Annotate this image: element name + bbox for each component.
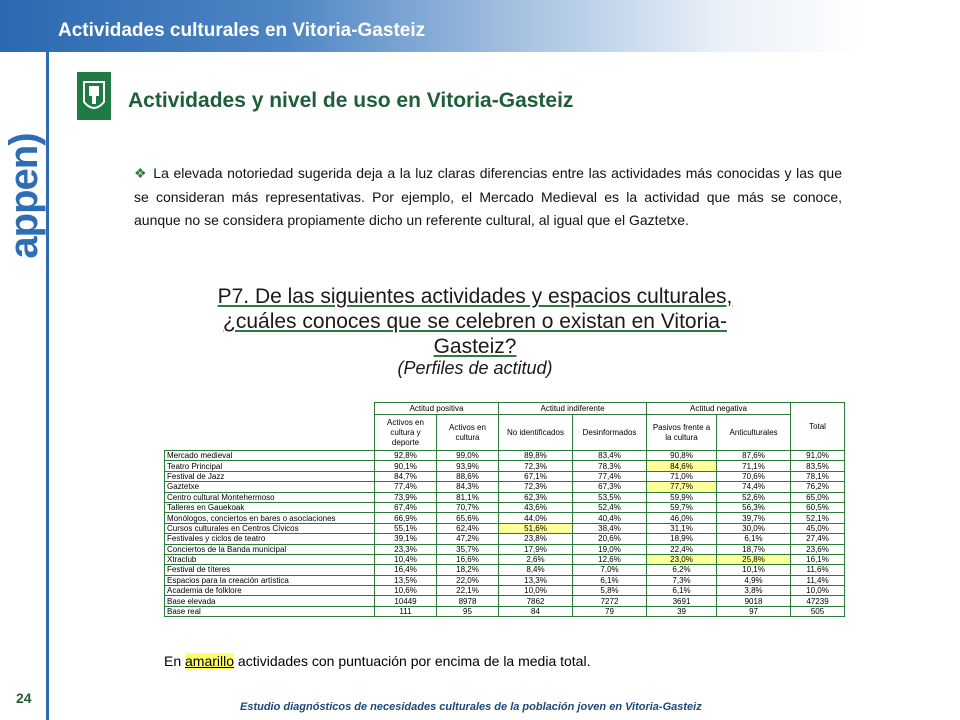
- table-row: [165, 502, 845, 512]
- table-corner-2: [165, 415, 375, 451]
- question-subtitle: (Perfiles de actitud): [397, 358, 553, 378]
- row-label: Conciertos de la Banda municipal: [165, 544, 375, 554]
- table-cell: 22,0%: [437, 575, 499, 585]
- column-header: Anticulturales: [717, 415, 791, 451]
- row-label: Cursos culturales en Centros Cívicos: [165, 523, 375, 533]
- row-label: Base elevada: [165, 596, 375, 606]
- table-cell: 92,8%: [375, 451, 437, 461]
- table-cell: 44,0%: [499, 513, 573, 523]
- table-cell: 52,1%: [791, 513, 845, 523]
- table-cell: 11,6%: [791, 565, 845, 575]
- table-cell: 6,2%: [647, 565, 717, 575]
- column-header: Activos en cultura: [437, 415, 499, 451]
- table-cell: 20,6%: [573, 534, 647, 544]
- table-cell: 84,3%: [437, 482, 499, 492]
- table-cell: 9018: [717, 596, 791, 606]
- table-cell: 71,0%: [647, 471, 717, 481]
- group-indifferent: Actitud indiferente: [499, 403, 647, 415]
- table-body: [165, 451, 845, 617]
- table-cell: 17,9%: [499, 544, 573, 554]
- highlight-note: [164, 653, 590, 669]
- table-cell: 45,0%: [791, 523, 845, 533]
- table-cell: 25,8%: [717, 554, 791, 564]
- table-row: [165, 586, 845, 596]
- table-cell: 11,4%: [791, 575, 845, 585]
- table-cell: 62,3%: [499, 492, 573, 502]
- bullet-text: La elevada notoriedad sugerida deja a la luz claras diferencias entre las actividades más conocidas y las que se consideran más representativas. Por ejemplo, el Mercado Medieval es la actividad que más se conoce, aunque no se considera propiamente dicho un referente cultural, al igual que el Gaztetxe.: [134, 165, 842, 228]
- note-prefix: En: [164, 653, 182, 669]
- table-cell: 19,0%: [573, 544, 647, 554]
- table-row: [165, 471, 845, 481]
- table-cell: 10,0%: [791, 586, 845, 596]
- table-corner: [165, 403, 375, 415]
- table-cell: 67,4%: [375, 502, 437, 512]
- row-label: Centro cultural Montehermoso: [165, 492, 375, 502]
- sidebar-divider: [46, 52, 49, 720]
- table-cell: 60,5%: [791, 502, 845, 512]
- table-cell: 2,6%: [499, 554, 573, 564]
- table-cell: 83,4%: [573, 451, 647, 461]
- footer-text: Estudio diagnósticos de necesidades culturales de la población joven en Vitoria-Gasteiz: [240, 701, 702, 713]
- table-cell: 35,7%: [437, 544, 499, 554]
- table-cell: 23,0%: [647, 554, 717, 564]
- diamond-bullet-icon: ❖: [134, 165, 148, 181]
- table-cell: 76,2%: [791, 482, 845, 492]
- table-cell: 93,9%: [437, 461, 499, 471]
- table-cell: 90,8%: [647, 451, 717, 461]
- table-cell: 52,4%: [573, 502, 647, 512]
- table-cell: 10449: [375, 596, 437, 606]
- table-cell: 13,5%: [375, 575, 437, 585]
- table-cell: 22,4%: [647, 544, 717, 554]
- table-row: [165, 596, 845, 606]
- table-cell: 84,7%: [375, 471, 437, 481]
- table-cell: 53,5%: [573, 492, 647, 502]
- table-cell: 84: [499, 606, 573, 616]
- table-row: [165, 461, 845, 471]
- table-cell: 74,4%: [717, 482, 791, 492]
- table-cell: 18,9%: [647, 534, 717, 544]
- row-label: Monólogos, conciertos en bares o asociaciones: [165, 513, 375, 523]
- table-cell: 27,4%: [791, 534, 845, 544]
- table-row: [165, 554, 845, 564]
- table-cell: 505: [791, 606, 845, 616]
- group-positive: Actitud positiva: [375, 403, 499, 415]
- table-cell: 10,4%: [375, 554, 437, 564]
- table-cell: 67,1%: [499, 471, 573, 481]
- table-cell: 55,1%: [375, 523, 437, 533]
- table-cell: 67,3%: [573, 482, 647, 492]
- table-cell: 72,3%: [499, 461, 573, 471]
- table-cell: 10,0%: [499, 586, 573, 596]
- table-cell: 43,6%: [499, 502, 573, 512]
- row-label: Base real: [165, 606, 375, 616]
- question-line-2: ¿cuáles conoces que se celebren o existan en Vitoria-: [223, 310, 727, 333]
- coat-of-arms-icon: [77, 72, 111, 120]
- question-title: [160, 284, 790, 359]
- table-cell: 70,7%: [437, 502, 499, 512]
- table-cell: 38,4%: [573, 523, 647, 533]
- table-cell: 77,7%: [647, 482, 717, 492]
- table-cell: 18,7%: [717, 544, 791, 554]
- table-cell: 66,9%: [375, 513, 437, 523]
- table-cell: 59,7%: [647, 502, 717, 512]
- row-label: Festival de títeres: [165, 565, 375, 575]
- table-row: [165, 544, 845, 554]
- table-cell: 79: [573, 606, 647, 616]
- table-cell: 59,9%: [647, 492, 717, 502]
- table-cell: 4,9%: [717, 575, 791, 585]
- table-cell: 40,4%: [573, 513, 647, 523]
- table-row: [165, 606, 845, 616]
- table-cell: 7272: [573, 596, 647, 606]
- table-cell: 39,7%: [717, 513, 791, 523]
- table-row: [165, 523, 845, 533]
- table-cell: 90,1%: [375, 461, 437, 471]
- row-label: Teatro Principal: [165, 461, 375, 471]
- table-cell: 5,8%: [573, 586, 647, 596]
- table-row: [165, 482, 845, 492]
- table-cell: 7,0%: [573, 565, 647, 575]
- question-line-3: Gasteiz?: [433, 335, 517, 358]
- table-cell: 77,4%: [573, 471, 647, 481]
- group-negative: Actitud negativa: [647, 403, 791, 415]
- table-cell: 51,6%: [499, 523, 573, 533]
- table-cell: 10,6%: [375, 586, 437, 596]
- bullet-paragraph: [134, 162, 842, 233]
- table-cell: 81,1%: [437, 492, 499, 502]
- table-cell: 31,1%: [647, 523, 717, 533]
- row-label: Festival de Jazz: [165, 471, 375, 481]
- table-cell: 62,4%: [437, 523, 499, 533]
- column-header: Activos en cultura y deporte: [375, 415, 437, 451]
- table-cell: 7862: [499, 596, 573, 606]
- table-cell: 88,6%: [437, 471, 499, 481]
- data-table: [164, 402, 845, 617]
- table-row: [165, 575, 845, 585]
- header-title: Actividades culturales en Vitoria-Gasteiz: [58, 20, 426, 41]
- table-row: [165, 565, 845, 575]
- table-cell: 47,2%: [437, 534, 499, 544]
- question-line-1: P7. De las siguientes actividades y espacios culturales,: [217, 285, 733, 308]
- table-cell: 10,1%: [717, 565, 791, 575]
- table-cell: 3,8%: [717, 586, 791, 596]
- table-cell: 22,1%: [437, 586, 499, 596]
- row-label: Xtraclub: [165, 554, 375, 564]
- column-header: No identificados: [499, 415, 573, 451]
- table-cell: 23,8%: [499, 534, 573, 544]
- column-header: Pasivos frente a la cultura: [647, 415, 717, 451]
- table-column-header: [165, 415, 845, 451]
- table-cell: 39: [647, 606, 717, 616]
- table-cell: 83,5%: [791, 461, 845, 471]
- table-cell: 78,1%: [791, 471, 845, 481]
- table-cell: 6,1%: [573, 575, 647, 585]
- table-cell: 78,3%: [573, 461, 647, 471]
- row-label: Espacios para la creación artística: [165, 575, 375, 585]
- table-cell: 65,0%: [791, 492, 845, 502]
- row-label: Mercado medieval: [165, 451, 375, 461]
- table-cell: 12,6%: [573, 554, 647, 564]
- table-cell: 6,1%: [647, 586, 717, 596]
- table-cell: 16,4%: [375, 565, 437, 575]
- row-label: Gaztetxe: [165, 482, 375, 492]
- table-cell: 16,1%: [791, 554, 845, 564]
- table-cell: 46,0%: [647, 513, 717, 523]
- row-label: Academia de folklore: [165, 586, 375, 596]
- table-cell: 95: [437, 606, 499, 616]
- table-row: [165, 534, 845, 544]
- table-cell: 23,3%: [375, 544, 437, 554]
- table-cell: 6,1%: [717, 534, 791, 544]
- column-header: Desinformados: [573, 415, 647, 451]
- table-cell: 91,0%: [791, 451, 845, 461]
- table-cell: 77,4%: [375, 482, 437, 492]
- table-row: [165, 451, 845, 461]
- table-cell: 73,9%: [375, 492, 437, 502]
- table-cell: 72,3%: [499, 482, 573, 492]
- column-total: Total: [791, 403, 845, 451]
- table-cell: 13,3%: [499, 575, 573, 585]
- top-banner: [0, 0, 960, 52]
- note-suffix: actividades con puntuación por encima de la media total.: [237, 653, 591, 669]
- table-cell: 3691: [647, 596, 717, 606]
- table-cell: 52,6%: [717, 492, 791, 502]
- table-cell: 65,6%: [437, 513, 499, 523]
- table-cell: 89,8%: [499, 451, 573, 461]
- appen-logo: appen): [2, 133, 46, 259]
- table-cell: 39,1%: [375, 534, 437, 544]
- table-cell: 111: [375, 606, 437, 616]
- table-cell: 71,1%: [717, 461, 791, 471]
- table-cell: 23,6%: [791, 544, 845, 554]
- table-cell: 99,0%: [437, 451, 499, 461]
- table-cell: 16,6%: [437, 554, 499, 564]
- table-cell: 7,3%: [647, 575, 717, 585]
- page-title: Actividades y nivel de uso en Vitoria-Gasteiz: [128, 89, 574, 112]
- table-cell: 47239: [791, 596, 845, 606]
- row-label: Talleres en Gauekoak: [165, 502, 375, 512]
- table-cell: 8,4%: [499, 565, 573, 575]
- row-label: Festivales y ciclos de teatro: [165, 534, 375, 544]
- table-cell: 70,6%: [717, 471, 791, 481]
- table-cell: 87,6%: [717, 451, 791, 461]
- table-cell: 30,0%: [717, 523, 791, 533]
- table-row: [165, 492, 845, 502]
- table-cell: 18,2%: [437, 565, 499, 575]
- page-number: 24: [16, 690, 32, 706]
- table-row: [165, 513, 845, 523]
- table-cell: 84,6%: [647, 461, 717, 471]
- table-cell: 8978: [437, 596, 499, 606]
- table-cell: 56,3%: [717, 502, 791, 512]
- table-cell: 97: [717, 606, 791, 616]
- note-highlight: amarillo: [185, 653, 235, 669]
- table-group-header: [165, 403, 845, 415]
